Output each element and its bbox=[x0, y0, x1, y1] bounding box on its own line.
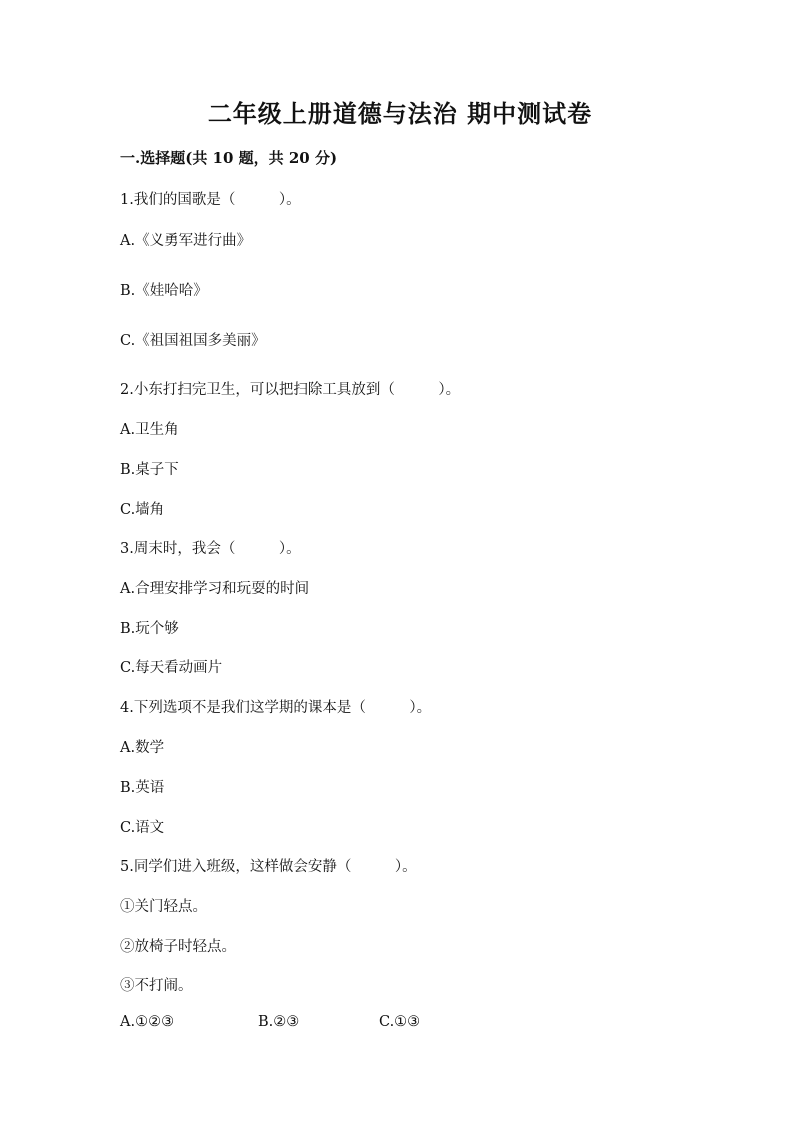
question-1: 1.我们的国歌是（ ）。 bbox=[120, 192, 301, 208]
question-2-option-b: B.桌子下 bbox=[120, 462, 179, 478]
question-5: 5.同学们进入班级，这样做会安静（ ）。 bbox=[120, 859, 417, 875]
question-5-option-a: A.①②③ bbox=[120, 1014, 175, 1030]
exam-title: 二年级上册道德与法治 期中测试卷 bbox=[207, 99, 593, 128]
question-3-option-c: C.每天看动画片 bbox=[120, 660, 223, 676]
question-3: 3.周末时，我会（ ）。 bbox=[120, 541, 301, 557]
question-5-statement-2: ②放椅子时轻点。 bbox=[120, 939, 236, 955]
question-1-option-b: B.《娃哈哈》 bbox=[120, 283, 208, 299]
question-2-option-c: C.墙角 bbox=[120, 502, 165, 518]
question-5-statement-3: ③不打闹。 bbox=[120, 978, 193, 994]
question-5-statement-1: ①关门轻点。 bbox=[120, 899, 207, 915]
question-4-option-a: A.数学 bbox=[120, 740, 165, 756]
question-2: 2.小东打扫完卫生，可以把扫除工具放到（ ）。 bbox=[120, 382, 461, 398]
question-4-option-b: B.英语 bbox=[120, 780, 165, 796]
question-3-option-a: A.合理安排学习和玩耍的时间 bbox=[120, 581, 310, 597]
question-4: 4.下列选项不是我们这学期的课本是（ ）。 bbox=[120, 700, 432, 716]
question-3-option-b: B.玩个够 bbox=[120, 621, 179, 637]
section-heading: 一.选择题(共 10 题，共 20 分) bbox=[120, 149, 338, 167]
question-5-option-b: B.②③ bbox=[258, 1014, 300, 1030]
question-1-option-c: C.《祖国祖国多美丽》 bbox=[120, 333, 266, 349]
question-5-option-c: C.①③ bbox=[379, 1014, 421, 1030]
question-1-option-a: A.《义勇军进行曲》 bbox=[120, 233, 252, 249]
question-2-option-a: A.卫生角 bbox=[120, 422, 179, 438]
question-4-option-c: C.语文 bbox=[120, 820, 165, 836]
